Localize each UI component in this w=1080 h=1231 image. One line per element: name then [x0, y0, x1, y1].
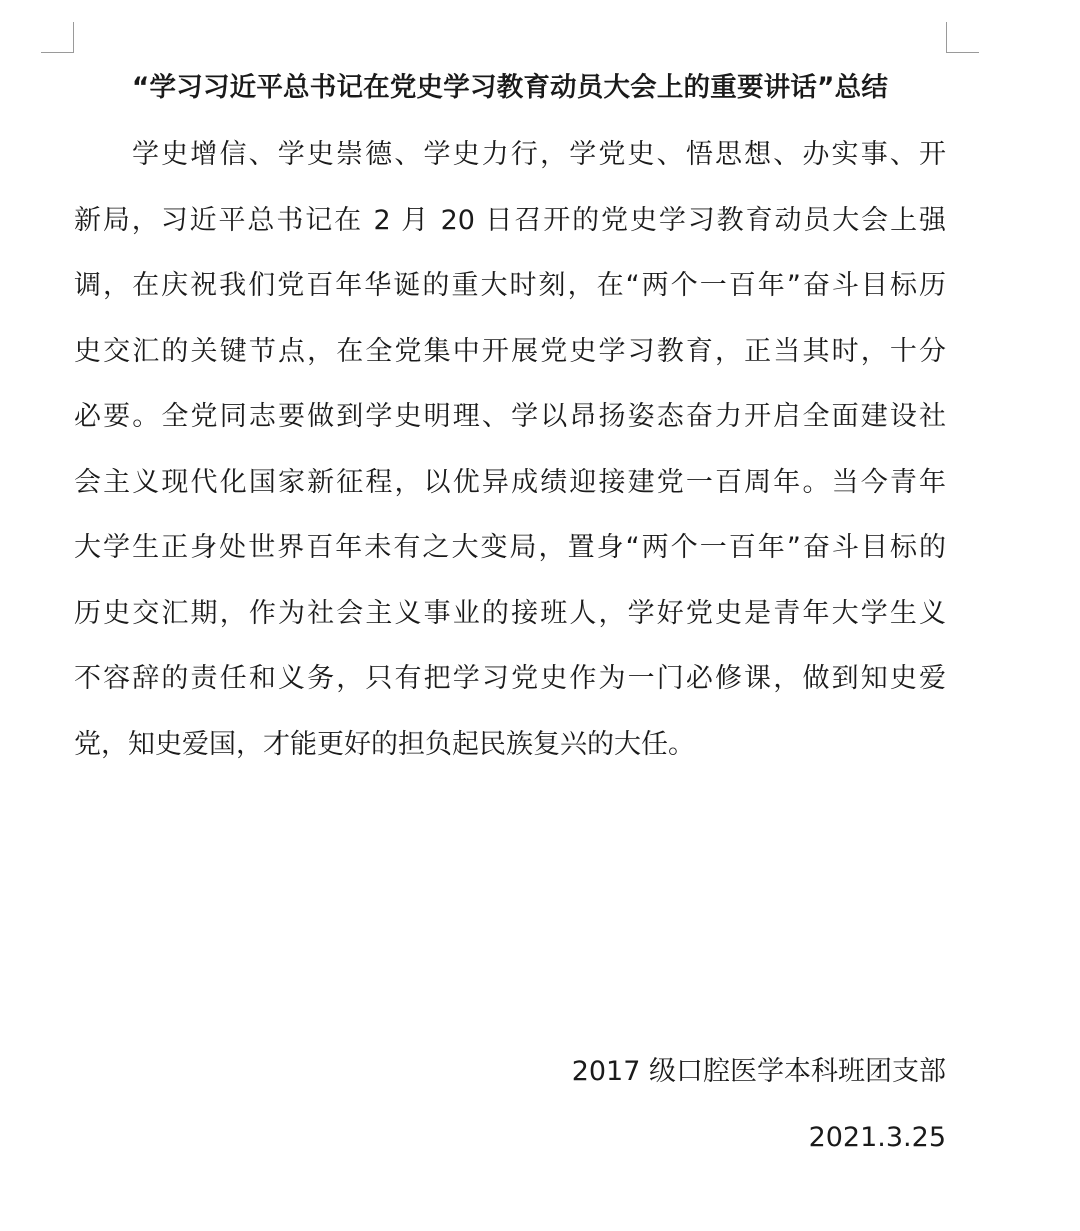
top-right-crop-mark	[946, 22, 979, 53]
document-title: “学习习近平总书记在党史学习教育动员大会上的重要讲话”总结	[131, 72, 889, 103]
body-line: 大学生正身处世界百年未有之大变局，置身“两个一百年”奋斗目标的	[74, 532, 946, 563]
body-line: 史交汇的关键节点，在全党集中开展党史学习教育，正当其时，十分	[74, 335, 946, 367]
body-line: 必要。全党同志要做到学史明理、学以昂扬姿态奋力开启全面建设社	[74, 401, 946, 432]
body-line: 会主义现代化国家新征程，以优异成绩迎接建党一百周年。当今青年	[74, 466, 946, 498]
body-line: 不容辞的责任和义务，只有把学习党史作为一门必修课，做到知史爱	[74, 663, 946, 694]
body-line: 党，知史爱国，才能更好的担负起民族复兴的大任。	[74, 728, 695, 760]
body-line: 学史增信、学史崇德、学史力行，学党史、悟思想、办实事、开	[132, 139, 946, 170]
document-body	[74, 122, 946, 777]
body-line: 历史交汇期，作为社会主义事业的接班人，学好党史是青年大学生义	[74, 597, 946, 629]
signature-line: 2017 级口腔医学本科班团支部	[571, 1056, 946, 1087]
body-line: 调，在庆祝我们党百年华诞的重大时刻，在“两个一百年”奋斗目标历	[74, 270, 946, 301]
body-line: 新局，习近平总书记在 2 月 20 日召开的党史学习教育动员大会上强	[74, 204, 946, 236]
document-date: 2021.3.25	[808, 1122, 946, 1153]
top-left-crop-mark	[41, 22, 74, 53]
